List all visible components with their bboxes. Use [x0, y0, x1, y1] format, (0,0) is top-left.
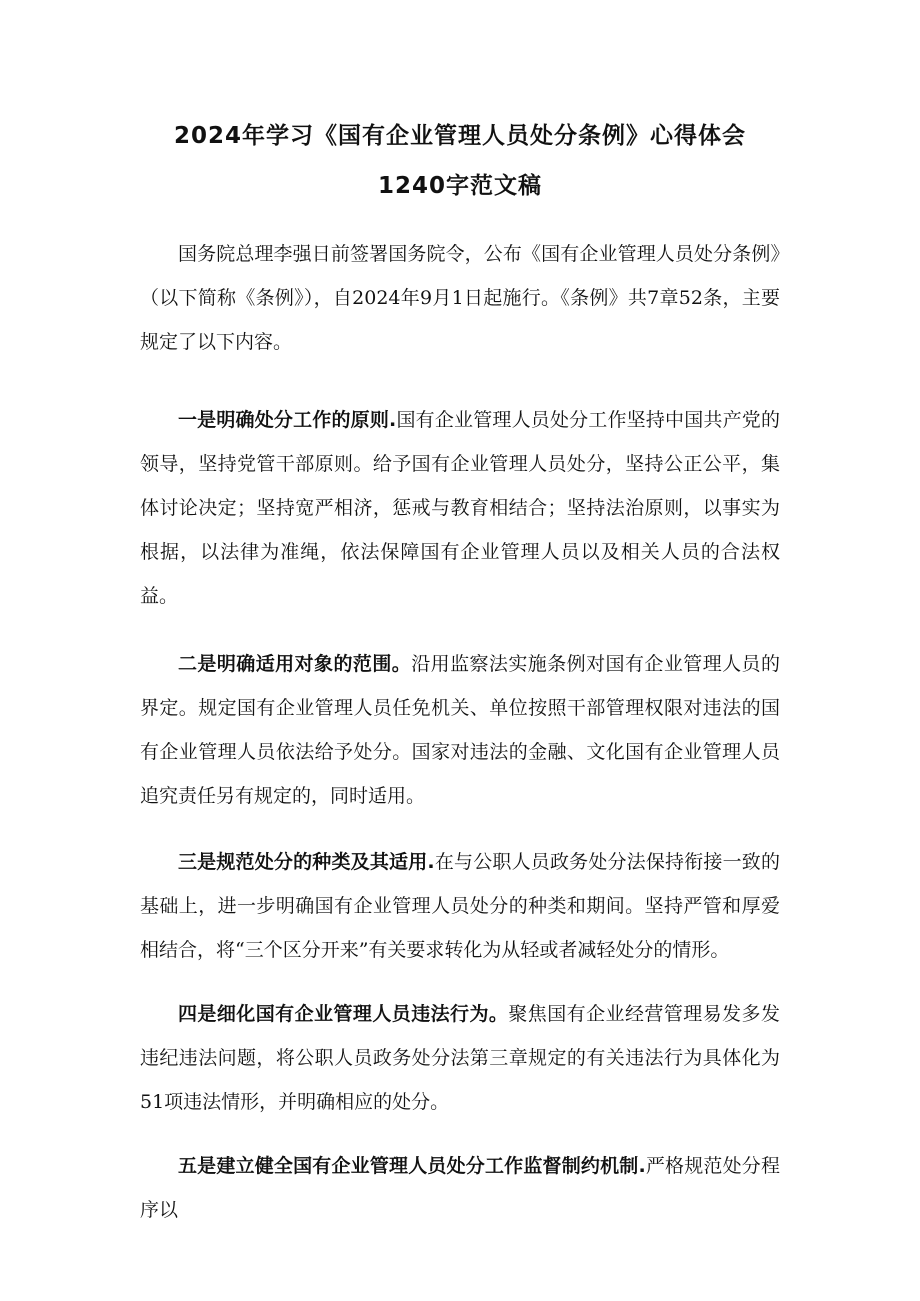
- section-lead-5: 五是建立健全国有企业管理人员处分工作监督制约机制.: [178, 1155, 646, 1177]
- section-lead-1: 一是明确处分工作的原则.: [178, 409, 397, 431]
- document-title-line1: 2024年学习《国有企业管理人员处分条例》心得体会: [173, 123, 746, 149]
- intro-paragraph: 国务院总理李强日前签署国务院令，公布《国有企业管理人员处分条例》（以下简称《条例》），自2024年9月1日起施行。《条例》共7章52条，主要规定了以下内容。: [140, 243, 780, 353]
- document-title-line2: 1240字范文稿: [377, 173, 542, 199]
- section-paragraph-1: [140, 398, 780, 618]
- section-body-1: 国有企业管理人员处分工作坚持中国共产党的领导，坚持党管干部原则。给予国有企业管理人员处分，坚持公正公平，集体讨论决定；坚持宽严相济，惩戒与教育相结合；坚持法治原则，以事实为根据，以法律为准绳，依法保障国有企业管理人员以及相关人员的合法权益。: [140, 409, 780, 607]
- section-body-5: 严格规范处分程序以: [140, 1155, 780, 1221]
- section-paragraph-4: [140, 992, 780, 1124]
- section-body-3: 在与公职人员政务处分法保持衔接一致的基础上，进一步明确国有企业管理人员处分的种类和期间。坚持严管和厚爱相结合，将“三个区分开来”有关要求转化为从轻或者减轻处分的情形。: [140, 851, 780, 961]
- section-body-2: 沿用监察法实施条例对国有企业管理人员的界定。规定国有企业管理人员任免机关、单位按照干部管理权限对违法的国有企业管理人员依法给予处分。国家对违法的金融、文化国有企业管理人员追究责任另有规定的，同时适用。: [140, 653, 780, 807]
- section-lead-3: 三是规范处分的种类及其适用.: [178, 851, 435, 873]
- section-lead-2: 二是明确适用对象的范围。: [178, 653, 412, 675]
- section-paragraph-2: [140, 642, 780, 818]
- section-body-4: 聚焦国有企业经营管理易发多发违纪违法问题，将公职人员政务处分法第三章规定的有关违法行为具体化为51项违法情形，并明确相应的处分。: [140, 1003, 780, 1113]
- section-paragraph-5: [140, 1144, 780, 1232]
- section-paragraph-3: [140, 840, 780, 972]
- section-lead-4: 四是细化国有企业管理人员违法行为。: [178, 1003, 509, 1025]
